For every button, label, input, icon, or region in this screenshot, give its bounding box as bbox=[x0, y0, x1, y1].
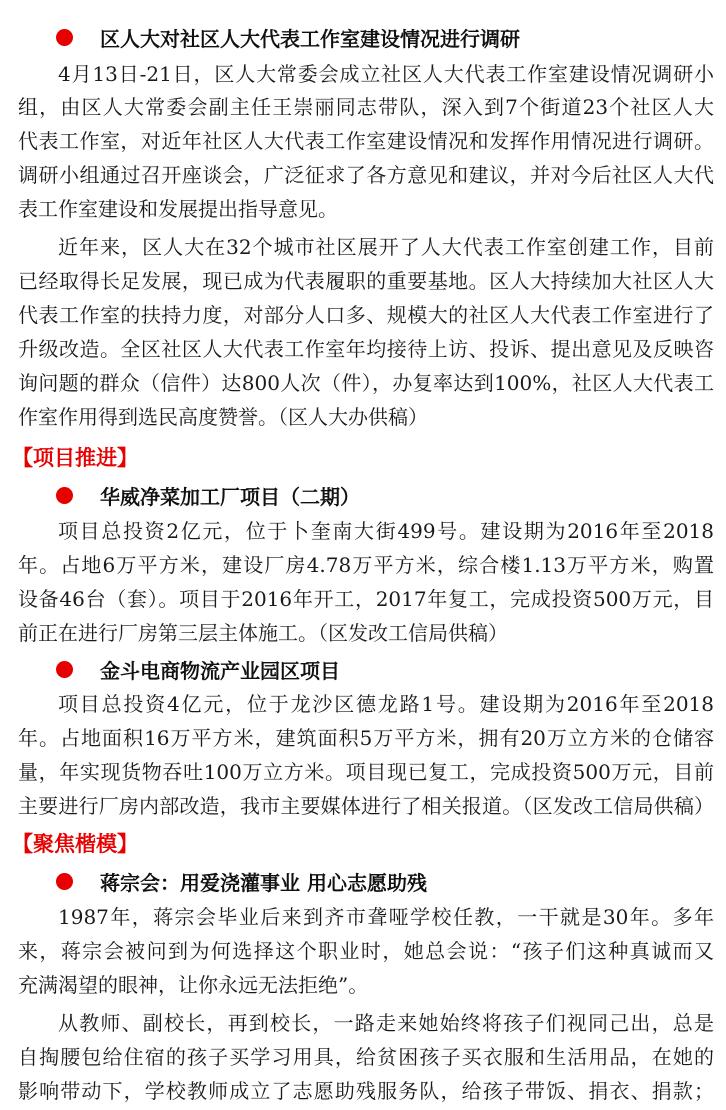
paragraph-line: 设备46台（套）。项目于2016年开工，2017年复工，完成投资500万元，目 bbox=[18, 587, 714, 611]
paragraph-line: 近年来，区人大在32个城市社区展开了人大代表工作室创建工作，目前 bbox=[58, 235, 714, 259]
paragraph-line: 已经取得长足发展，现已成为代表履职的重要基地。区人大持续加大社区人大 bbox=[18, 269, 714, 293]
paragraph-line: 充满渴望的眼神，让你永远无法拒绝”。 bbox=[18, 973, 369, 997]
red-bullet-icon bbox=[56, 487, 73, 504]
paragraph-line: 主要进行厂房内部改造，我市主要媒体进行了相关报道。（区发改工信局供稿） bbox=[18, 794, 714, 818]
paragraph-line: 前正在进行厂房第三层主体施工。（区发改工信局供稿） bbox=[18, 621, 508, 645]
red-bullet-icon bbox=[56, 873, 73, 890]
section-header: 【项目推进】 bbox=[12, 446, 138, 470]
paragraph-line: 年。占地6万平方米，建设厂房4.78万平方米，综合楼1.13万平方米，购置 bbox=[18, 553, 714, 577]
paragraph-line: 组，由区人大常委会副主任王崇丽同志带队，深入到7个街道23个社区人大 bbox=[18, 95, 714, 119]
project-title: 华威净菜加工厂项目（二期） bbox=[100, 484, 360, 509]
paragraph-line: 量，年实现货物吞吐100万立方米。项目现已复工，完成投资500万元，目前 bbox=[18, 760, 714, 784]
red-bullet-icon bbox=[56, 29, 73, 46]
paragraph-line: 项目总投资4亿元，位于龙沙区德龙路1号。建设期为2016年至2018 bbox=[58, 692, 714, 716]
paragraph-line: 来，蒋宗会被问到为何选择这个职业时，她总会说：“孩子们这种真诚而又 bbox=[18, 939, 714, 963]
project-title: 金斗电商物流产业园区项目 bbox=[100, 658, 340, 683]
paragraph-line: 年。占地面积16万平方米，建筑面积5万平方米，拥有20万立方米的仓储容 bbox=[18, 726, 714, 750]
project-heading bbox=[56, 479, 360, 511]
paragraph-line: 4月13日-21日，区人大常委会成立社区人大代表工作室建设情况调研小 bbox=[58, 62, 714, 86]
paragraph-line: 代表工作室的扶持力度，对部分人口多、规模大的社区人大代表工作室进行了 bbox=[18, 303, 714, 327]
paragraph-line: 作室作用得到选民高度赞誉。（区人大办供稿） bbox=[18, 405, 428, 429]
article-heading bbox=[56, 21, 520, 53]
paragraph-line: 升级改造。全区社区人大代表工作室年均接待上访、投诉、提出意见及反映咨 bbox=[18, 337, 714, 361]
project-heading bbox=[56, 653, 340, 685]
article-title: 区人大对社区人大代表工作室建设情况进行调研 bbox=[100, 26, 520, 51]
paragraph-line: 询问题的群众（信件）达800人次（件），办复率达到100%，社区人大代表工 bbox=[18, 371, 714, 395]
paragraph-line: 从教师、副校长，再到校长，一路走来她始终将孩子们视同己出，总是 bbox=[58, 1011, 714, 1035]
paragraph-line: 1987年，蒋宗会毕业后来到齐市聋哑学校任教，一干就是30年。多年 bbox=[58, 905, 714, 929]
paragraph-line: 代表工作室，对近年社区人大代表工作室建设情况和发挥作用情况进行调研。 bbox=[18, 129, 714, 153]
paragraph-line: 表工作室建设和发展提出指导意见。 bbox=[18, 197, 338, 221]
paragraph-line: 项目总投资2亿元，位于卜奎南大街499号。建设期为2016年至2018 bbox=[58, 519, 714, 543]
paragraph-line: 自掏腰包给住宿的孩子买学习用具，给贫困孩子买衣服和生活用品，在她的 bbox=[18, 1045, 714, 1069]
profile-title: 蒋宗会：用爱浇灌事业 用心志愿助残 bbox=[100, 870, 427, 895]
profile-heading bbox=[56, 865, 427, 897]
section-header: 【聚焦楷模】 bbox=[12, 832, 138, 856]
red-bullet-icon bbox=[56, 661, 73, 678]
paragraph-line: 影响带动下，学校教师成立了志愿助残服务队，给孩子带饭、捐衣、捐款； bbox=[18, 1079, 714, 1103]
paragraph-line: 调研小组通过召开座谈会，广泛征求了各方意见和建议，并对今后社区人大代 bbox=[18, 163, 714, 187]
